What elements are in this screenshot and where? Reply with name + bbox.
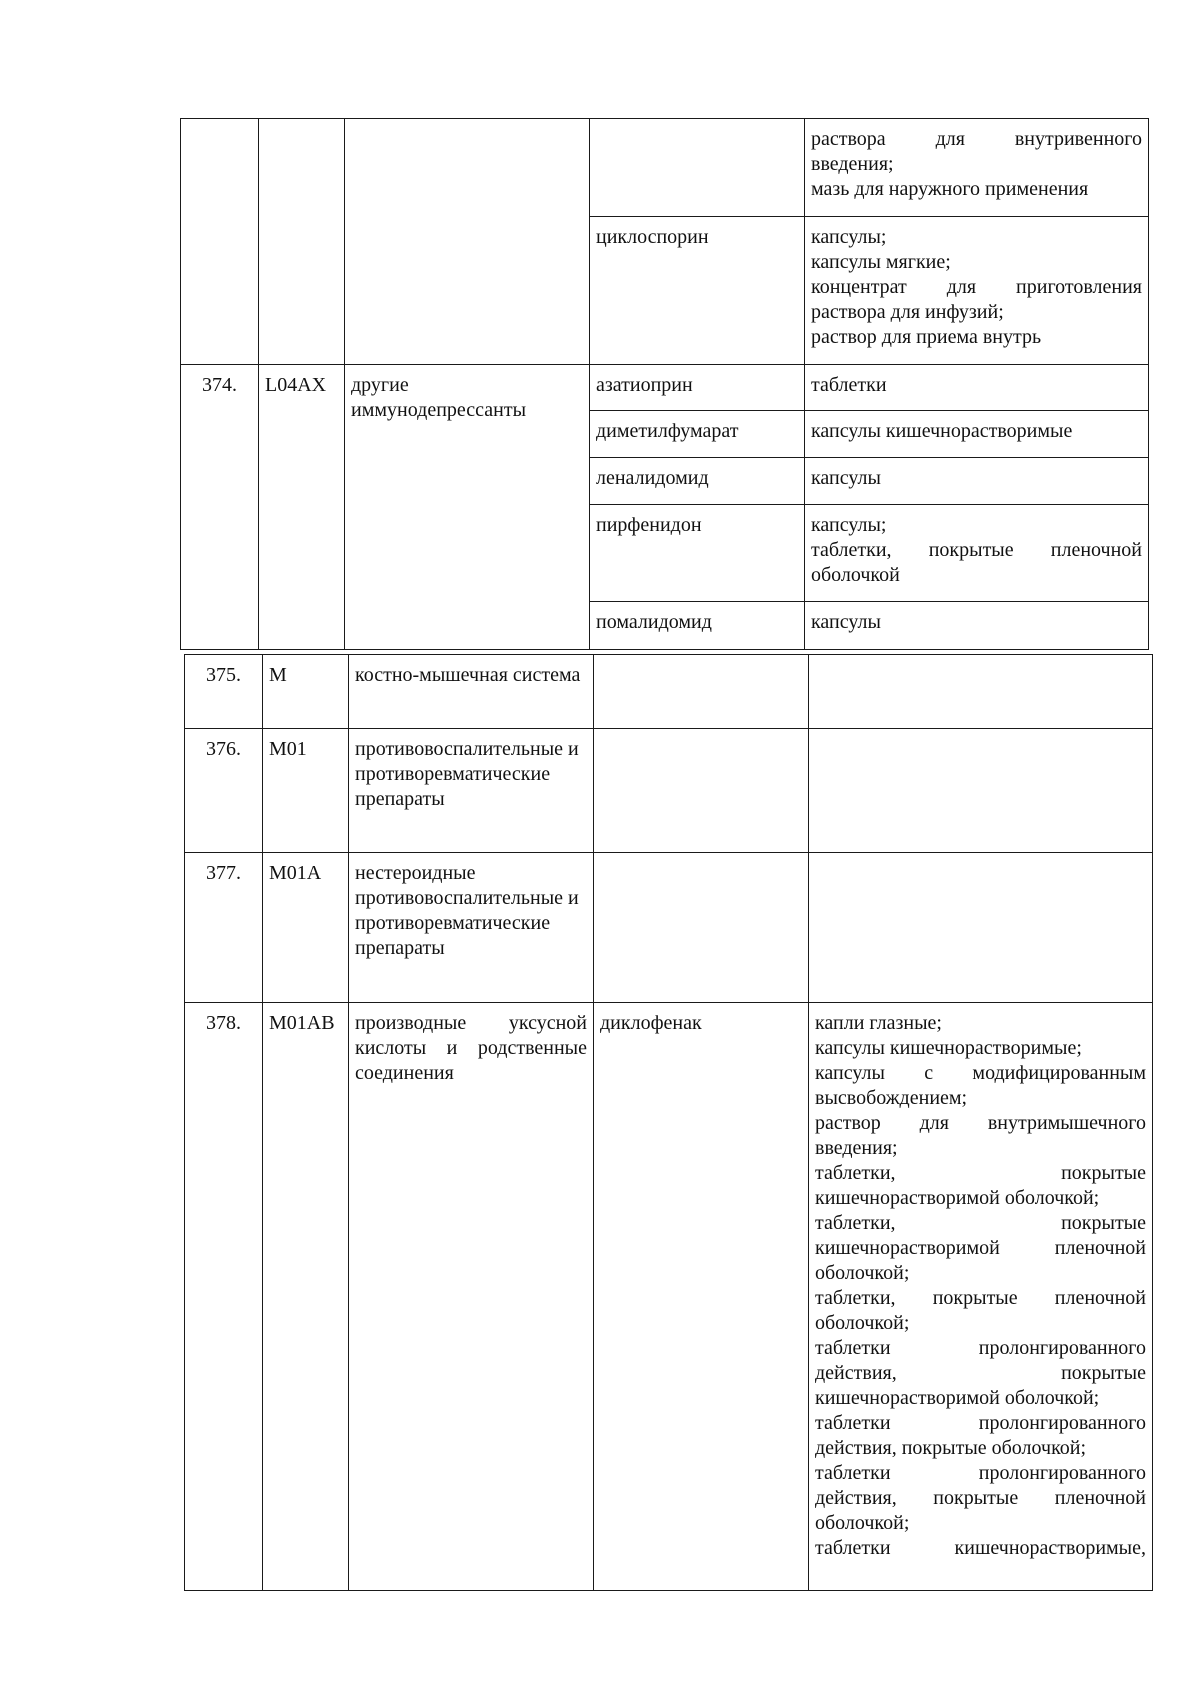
table-row (181, 119, 1149, 217)
row-number: 374. (181, 365, 259, 650)
forms-cell: раствора для внутривенного введения; мазь для наружного применения (805, 119, 1149, 217)
substance-cell (594, 729, 809, 853)
substance-cell: леналидомид (590, 458, 805, 505)
substance-cell: диклофенак (594, 1003, 809, 1591)
atc-group: костно-мышечная система (349, 655, 594, 729)
forms-cell: капсулы; капсулы мягкие; концентрат для приготовления раствора для инфузий; раствор для приема внутрь (805, 217, 1149, 365)
code-cell (259, 119, 345, 365)
forms-cell: таблетки (805, 365, 1149, 411)
substance-cell: помалидомид (590, 602, 805, 650)
forms-cell: капли глазные; капсулы кишечнорастворимые; капсулы с модифицированным высвобождением; раствор для внутримышечного введения; таблетки, покрытые кишечнорастворимой оболочкой; таблетки, покрытые кишечнорастворимой пленочной оболочкой; таблетки, покрытые пленочной оболочкой; таблетки пролонгированного действия, покрытые кишечнорастворимой оболочкой; таблетки пролонгированного действия, покрытые оболочкой; таблетки пролонгированного действия, покрытые пленочной оболочкой; таблетки кишечнорастворимые, (809, 1003, 1153, 1591)
row-number: 377. (185, 853, 263, 1003)
forms-cell: капсулы (805, 458, 1149, 505)
atc-code: M (263, 655, 349, 729)
substance-cell (594, 655, 809, 729)
table-row (185, 1003, 1153, 1591)
drug-table-bottom (184, 654, 1153, 1591)
forms-cell (809, 655, 1153, 729)
atc-code: M01A (263, 853, 349, 1003)
atc-code: M01 (263, 729, 349, 853)
forms-cell: капсулы; таблетки, покрытые пленочной оболочкой (805, 505, 1149, 602)
row-number: 375. (185, 655, 263, 729)
atc-group: противовоспалительные и противоревматические препараты (349, 729, 594, 853)
substance-cell: азатиоприн (590, 365, 805, 411)
forms-cell: капсулы (805, 602, 1149, 650)
substance-cell (590, 119, 805, 217)
forms-cell: капсулы кишечнорастворимые (805, 411, 1149, 458)
substance-cell: пирфенидон (590, 505, 805, 602)
forms-cell (809, 729, 1153, 853)
forms-cell (809, 853, 1153, 1003)
group-cell (345, 119, 590, 365)
drug-table-top (180, 118, 1149, 650)
substance-cell: диметилфумарат (590, 411, 805, 458)
atc-group: другие иммунодепрессанты (345, 365, 590, 650)
atc-code: L04AX (259, 365, 345, 650)
num-cell (181, 119, 259, 365)
atc-group: нестероидные противовоспалительные и противоревматические препараты (349, 853, 594, 1003)
table-row (185, 729, 1153, 853)
table-row (185, 853, 1153, 1003)
atc-group: производные уксусной кислоты и родственные соединения (349, 1003, 594, 1591)
row-number: 378. (185, 1003, 263, 1591)
substance-cell: циклоспорин (590, 217, 805, 365)
atc-code: M01AB (263, 1003, 349, 1591)
table-row (185, 655, 1153, 729)
substance-cell (594, 853, 809, 1003)
table-row (181, 365, 1149, 411)
row-number: 376. (185, 729, 263, 853)
